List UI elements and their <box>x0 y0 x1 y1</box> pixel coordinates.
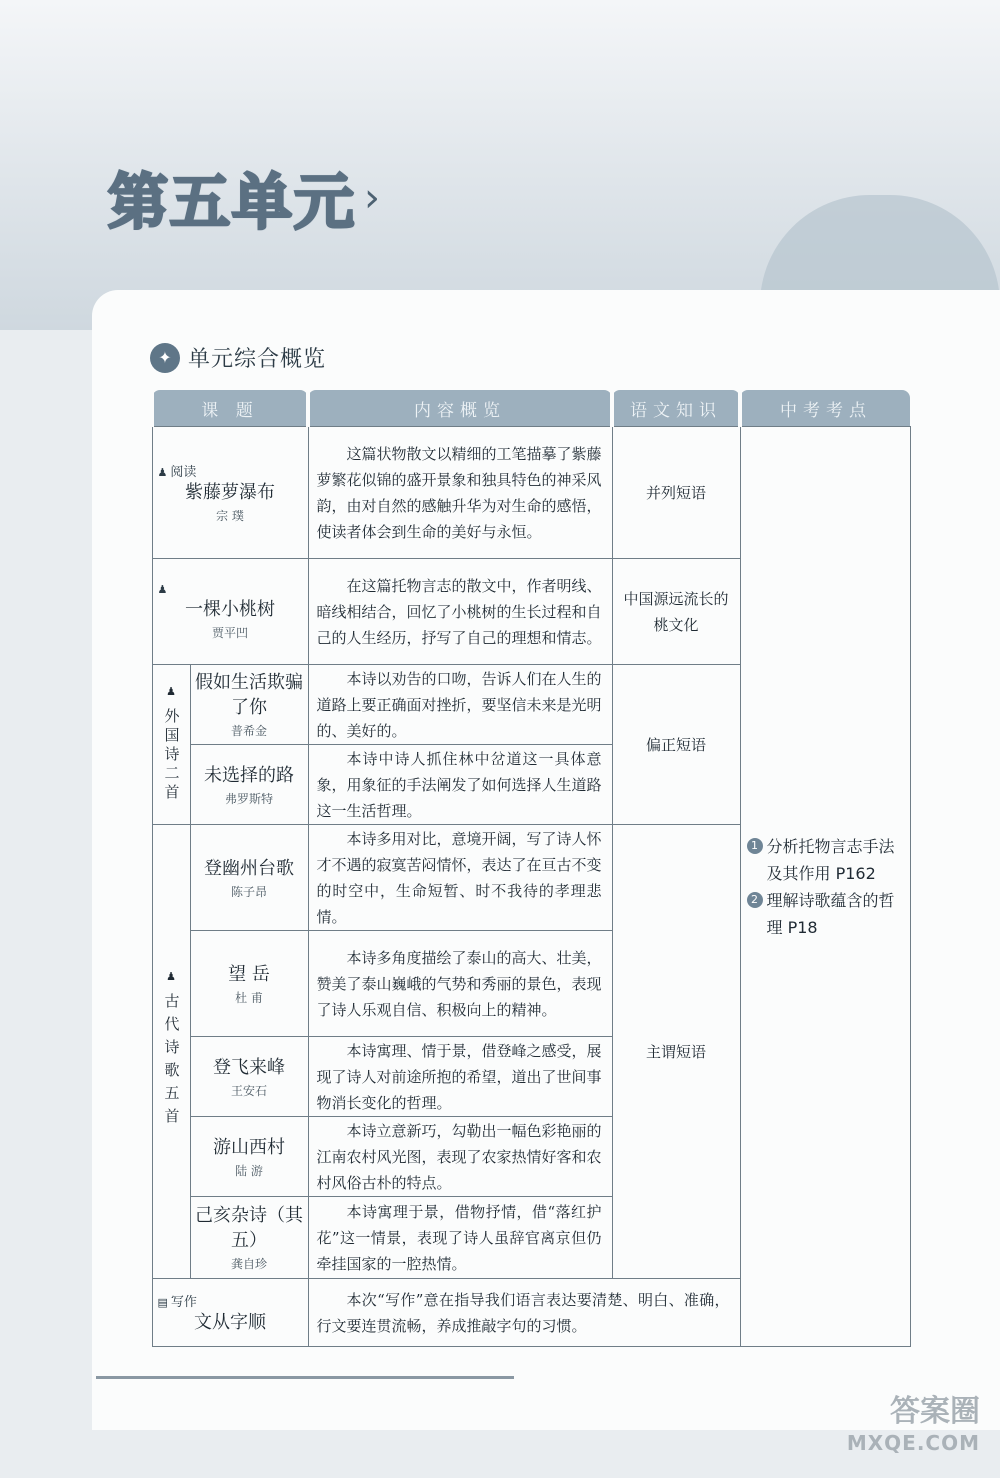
chevron-right-icon: › <box>364 175 380 221</box>
lesson-author: 普希金 <box>230 724 267 738</box>
reading-tag-label: 阅读 <box>170 465 197 480</box>
content-summary: 本诗寓理、情于景，借登峰之感受，展现了诗人对前途所抱的希望，道出了世间事物消长变化的哲理。 <box>308 1037 612 1117</box>
lesson-author: 陈子昂 <box>230 884 267 899</box>
lesson-cell <box>190 931 308 1037</box>
content-summary: 本诗多角度描绘了泰山的高大、壮美，赞美了泰山巍峨的气势和秀丽的景色，表现了诗人乐观自信、积极向上的精神。 <box>308 931 612 1037</box>
lesson-title: 游山西村 <box>213 1136 285 1158</box>
section-heading <box>150 342 326 373</box>
content-summary: 本诗多用对比，意境开阔，写了诗人怀才不遇的寂寞苦闷情怀，表达了在亘古不变的时空中，生命短暂、时不我待的孝理悲情。 <box>308 825 612 931</box>
reading-tag <box>154 582 307 597</box>
section-title: 单元综合概览 <box>188 347 327 372</box>
header-exam: 中考考点 <box>740 390 910 427</box>
lesson-title: 未选择的路 <box>204 764 294 786</box>
group-label: 外国诗二首 <box>162 707 181 803</box>
lesson-cell <box>190 825 308 931</box>
exam-point-text: 理解诗歌蕴含的哲理 P18 <box>766 890 895 937</box>
group-cell-foreign <box>152 665 190 825</box>
reading-tag <box>154 461 307 480</box>
watermark-main: 答案圈 <box>890 1394 980 1429</box>
number-badge-icon: 2 <box>747 892 763 908</box>
writing-summary: 本次“写作”意在指导我们语言表达要清楚、明白、准确，行文要连贯流畅，养成推敲字句的习惯。 <box>308 1279 740 1347</box>
lesson-author: 杜 甫 <box>235 990 263 1005</box>
group-label: 古代诗歌五首 <box>162 993 181 1131</box>
bird-logo-icon: ✦ <box>150 343 180 373</box>
content-summary: 本诗中诗人抓住林中岔道这一具体意象，用象征的手法阐发了如何选择人生道路这一生活哲理。 <box>308 745 612 825</box>
header-knowledge: 语文知识 <box>612 390 740 427</box>
header-content: 内容概览 <box>308 390 612 427</box>
person-icon: ♟ <box>166 684 176 698</box>
table-header-row <box>152 390 910 427</box>
knowledge-cell: 并列短语 <box>612 427 740 559</box>
lesson-cell <box>190 1197 308 1279</box>
lesson-author: 贾平凹 <box>211 626 248 640</box>
watermark-sub: MXQE.COM <box>846 1431 980 1455</box>
lesson-cell <box>190 665 308 745</box>
person-icon: ♟ <box>157 583 168 596</box>
lesson-title: 假如生活欺骗了你 <box>195 672 303 718</box>
lesson-author: 龚自珍 <box>230 1257 267 1271</box>
lesson-title: 登飞来峰 <box>213 1056 285 1078</box>
lesson-cell <box>152 427 308 559</box>
lesson-title: 己亥杂诗（其五） <box>195 1205 303 1251</box>
lesson-cell <box>190 1037 308 1117</box>
lesson-title: 一棵小桃树 <box>185 599 275 620</box>
lesson-cell <box>152 559 308 665</box>
writing-tag <box>154 1291 307 1310</box>
knowledge-cell: 偏正短语 <box>612 665 740 825</box>
lesson-cell <box>190 745 308 825</box>
table-row <box>152 427 910 559</box>
knowledge-cell: 中国源远流长的桃文化 <box>612 559 740 665</box>
writing-title: 文从字顺 <box>194 1311 266 1333</box>
lesson-author: 弗罗斯特 <box>224 791 273 806</box>
content-summary: 这篇状物散文以精细的工笔描摹了紫藤萝繁花似锦的盛开景象和独具特色的神采风韵，由对自然的感触升华为对生命的感悟，使读者体会到生命的美好与永恒。 <box>308 427 612 559</box>
footer-rule <box>96 1376 514 1379</box>
content-summary: 本诗以劝告的口吻，告诉人们在人生的道路上要正确面对挫折，要坚信未来是光明的、美好的。 <box>308 665 612 745</box>
lesson-title: 紫藤萝瀑布 <box>185 482 275 503</box>
exam-points-cell <box>740 427 910 1347</box>
person-icon: ♟ <box>157 466 168 479</box>
unit-title-text: 第五单元 <box>108 168 356 238</box>
watermark <box>820 1392 980 1462</box>
notepad-icon: ▤ <box>157 1295 168 1309</box>
exam-point-text: 分析托物言志手法及其作用 P162 <box>766 836 895 883</box>
content-summary: 在这篇托物言志的散文中，作者明线、暗线相结合，回忆了小桃树的生长过程和自己的人生经历，抒写了自己的理想和情志。 <box>308 559 612 665</box>
header-lesson: 课 题 <box>152 390 308 427</box>
content-summary: 本诗立意新巧，勾勒出一幅色彩艳丽的江南农村风光图，表现了农家热情好客和农村风俗古朴的特点。 <box>308 1117 612 1197</box>
content-summary: 本诗寓理于景，借物抒情，借“落红护花”这一情景，表现了诗人虽辞官离京但仍牵挂国家的一腔热情。 <box>308 1197 612 1279</box>
lesson-author: 陆 游 <box>235 1163 263 1178</box>
number-badge-icon: 1 <box>747 838 763 854</box>
exam-point <box>747 887 904 941</box>
lesson-title: 登幽州台歌 <box>204 857 294 879</box>
exam-point <box>747 833 904 887</box>
lesson-author: 王安石 <box>230 1083 267 1098</box>
lesson-title: 望 岳 <box>228 963 270 985</box>
lesson-author: 宗 璞 <box>216 509 244 523</box>
lesson-cell <box>190 1117 308 1197</box>
person-icon: ♟ <box>166 970 176 983</box>
group-cell-ancient <box>152 825 190 1279</box>
writing-tag-label: 写作 <box>170 1294 197 1310</box>
overview-table <box>150 390 911 1347</box>
unit-title <box>108 156 380 240</box>
writing-cell <box>152 1279 308 1347</box>
knowledge-cell: 主谓短语 <box>612 825 740 1279</box>
